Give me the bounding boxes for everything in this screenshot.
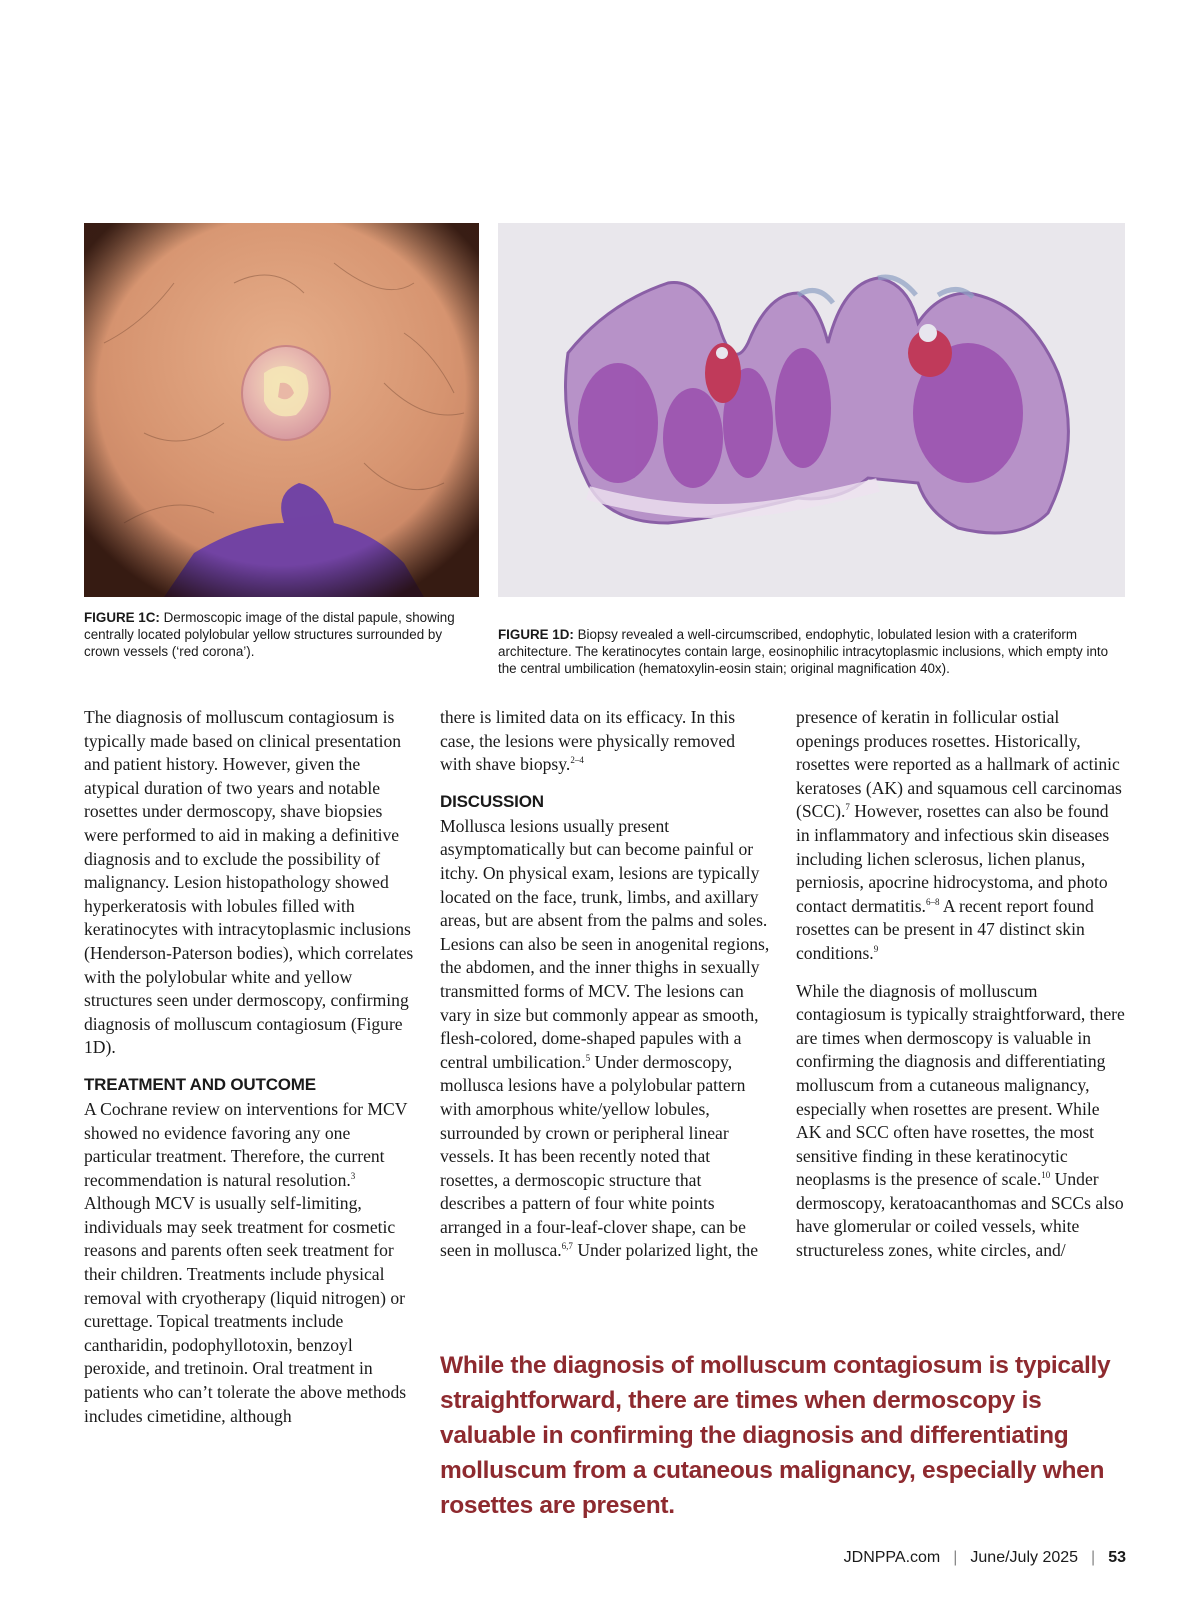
pull-quote: While the diagnosis of molluscum contagiosum is typically straightforward, there are times when dermoscopy is valuable in confirming the diagnosis and differentiating molluscum from a cutaneous malignancy, especially when rosettes are present.: [440, 1352, 1111, 1519]
text-run: However, rosettes can also be found in inflammatory and infectious skin diseases including lichen sclerosus, lichen planus, perniosis, apocrine hidrocystoma, and photo contact dermatitis.: [796, 801, 1110, 916]
body-paragraph: [440, 706, 770, 777]
text-run: Mollusca lesions usually present asymptomatically but can become painful or itchy. On physical exam, lesions are typically located on the face, trunk, limbs, and axillary areas, but are absent from the palms and soles. Lesions can also be seen in anogenital regions, the abdomen, and the inner thighs in sexually transmitted forms of MCV. The lesions can vary in size but commonly appear as smooth, flesh-colored, dome-shaped papules with a central umbilication.: [440, 815, 770, 1072]
text-run: Under dermoscopy, keratoacanthomas and SCCs also have glomerular or coiled vessels, white structureless zones, white circles, and/: [796, 1169, 1124, 1261]
histology-micrograph-icon: [498, 223, 1125, 597]
dermoscopy-photo-icon: [84, 223, 479, 597]
footer-separator: |: [1091, 1549, 1096, 1566]
reference-superscript: 6,7: [561, 1241, 573, 1252]
figure-1d-caption: [498, 626, 1125, 677]
text-run: Although MCV is usually self-limiting, individuals may seek treatment for cosmetic reasons and parents often seek treatment for their children. Treatments include physical removal with cryotherapy (liquid nitrogen) or curettage. Topical treatments include cantharidin, podophyllotoxin, benzoyl peroxide, and tretinoin. Oral treatment in patients who can’t tolerate the above methods includes cimetidine, although: [84, 1193, 407, 1426]
reference-superscript: 3: [350, 1170, 356, 1181]
body-paragraph: [796, 706, 1126, 966]
figure-1c-image: [84, 223, 479, 597]
figure-1c-caption-text: Dermoscopic image of the distal papule, showing centrally located polylobular yellow structures surrounded by crown vessels (‘red corona’).: [84, 610, 455, 659]
footer-separator: |: [953, 1549, 958, 1566]
body-paragraph: [796, 980, 1126, 1263]
figure-1c-caption: [84, 609, 480, 660]
body-paragraph: [84, 1098, 414, 1428]
text-run: Under dermoscopy, mollusca lesions have a polylobular pattern with amorphous white/yellow lobules, surrounded by crown or peripheral linear vessels. It has been recently noted that rosettes, a dermoscopic structure that describes a pattern of four white points arranged in a four-leaf-clover shape, can be seen in mollusca.: [440, 1051, 746, 1261]
figure-1d-image: [498, 223, 1125, 597]
footer-issue-date: June/July 2025: [970, 1549, 1079, 1566]
text-run: there is limited data on its efficacy. In this case, the lesions were physically removed with shave biopsy.: [440, 707, 736, 775]
article-column-3: [796, 706, 1126, 1263]
text-run: A Cochrane review on interventions for MCV showed no evidence favoring any one particular treatment. Therefore, the current recommendation is natural resolution.: [84, 1098, 408, 1190]
reference-superscript: 10: [1041, 1170, 1051, 1181]
body-paragraph: The diagnosis of molluscum contagiosum is typically made based on clinical presentation and patient history. However, given the atypical duration of two years and notable rosettes under dermoscopy, shave biopsies were performed to aid in making a definitive diagnosis and to exclude the possibility of malignancy. Lesion histopathology showed hyperkeratosis with lobules filled with keratinocytes with intracytoplasmic inclusions (Henderson-Paterson bodies), which correlates with the polylobular white and yellow structures seen under dermoscopy, confirming diagnosis of molluscum contagiosum (Figure 1D).: [84, 707, 414, 1058]
reference-superscript: 5: [585, 1052, 591, 1063]
reference-superscript: 9: [873, 944, 879, 955]
figure-1d-caption-text: Biopsy revealed a well-circumscribed, endophytic, lobulated lesion with a crateriform architecture. The keratinocytes contain large, eosinophilic intracytoplasmic inclusions, which empty into the central umbilication (hematoxylin-eosin stain; original magnification 40x).: [498, 627, 1109, 676]
text-run: A recent report found rosettes can be present in 47 distinct skin conditions.: [796, 895, 1094, 963]
page-number: 53: [1108, 1549, 1126, 1566]
text-run: Under polarized light, the: [572, 1240, 759, 1261]
figure-1d-label: FIGURE 1D:: [498, 627, 574, 642]
reference-superscript: 2–4: [570, 755, 584, 766]
text-run: presence of keratin in follicular ostial openings produces rosettes. Historically, rosettes were reported as a hallmark of actinic keratoses (AK) and squamous cell carcinomas (SCC).: [796, 707, 1122, 822]
page-footer: [844, 1549, 1126, 1567]
reference-superscript: 6–8: [925, 896, 940, 907]
section-heading-discussion: DISCUSSION: [440, 791, 544, 811]
reference-superscript: 7: [845, 802, 850, 813]
text-run: While the diagnosis of molluscum contagiosum is typically straightforward, there are times when dermoscopy is valuable in confirming the diagnosis and differentiating molluscum from a cutaneous malignancy, especially when rosettes are present. While AK and SCC often have rosettes, the most sensitive finding in these keratinocytic neoplasms is the presence of scale.: [796, 980, 1125, 1190]
body-paragraph: [440, 815, 770, 1263]
figure-1c-label: FIGURE 1C:: [84, 610, 160, 625]
footer-site-link[interactable]: JDNPPA.com: [843, 1549, 941, 1566]
article-column-1: [84, 706, 414, 1428]
article-column-2: [440, 706, 770, 1263]
section-heading-treatment: TREATMENT AND OUTCOME: [84, 1074, 316, 1094]
